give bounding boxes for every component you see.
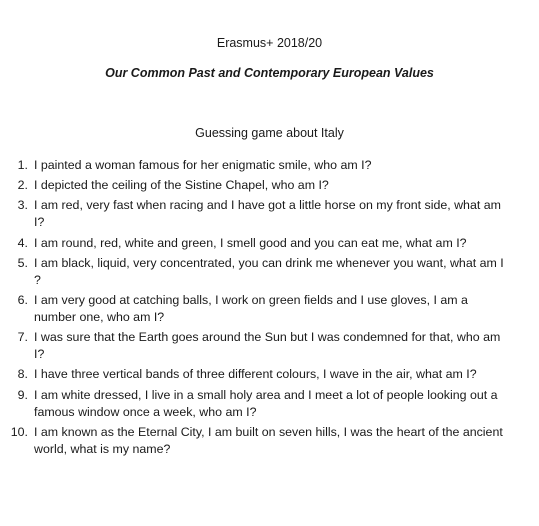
question-text: I depicted the ceiling of the Sistine Chapel, who am I?	[34, 178, 329, 193]
question-item	[0, 157, 539, 174]
question-item	[0, 255, 539, 289]
project-subtitle: Our Common Past and Contemporary European Values	[105, 66, 434, 80]
question-number: 3.	[17, 198, 28, 213]
question-item	[0, 366, 539, 383]
question-text: I am white dressed, I live in a small holy area and I meet a lot of people looking out a famous window once a week, who am I?	[34, 387, 498, 419]
question-number: 7.	[17, 330, 28, 345]
question-text: I was sure that the Earth goes around the Sun but I was condemned for that, who am I?	[34, 330, 501, 362]
question-item	[0, 292, 539, 326]
question-text: I am very good at catching balls, I work on green fields and I use gloves, I am a number one, who am I?	[34, 292, 468, 324]
question-item	[0, 197, 539, 231]
question-text: I am black, liquid, very concentrated, you can drink me whenever you want, what am I ?	[34, 255, 504, 287]
section-title: Guessing game about Italy	[195, 126, 344, 140]
question-text: I am round, red, white and green, I smell good and you can eat me, what am I?	[34, 235, 467, 250]
question-number: 9.	[17, 387, 28, 402]
question-number: 5.	[17, 255, 28, 270]
document-header: Erasmus+ 2018/20	[216, 36, 323, 50]
question-number: 2.	[17, 178, 28, 193]
question-item	[0, 329, 539, 363]
question-item	[0, 387, 539, 421]
question-list	[0, 157, 539, 461]
question-text: I painted a woman famous for her enigmatic smile, who am I?	[34, 158, 372, 172]
question-number: 1.	[17, 158, 28, 172]
question-text: I am red, very fast when racing and I have got a little horse on my front side, what am I?	[34, 198, 501, 230]
question-number: 10.	[10, 424, 28, 439]
question-number: 8.	[17, 367, 28, 382]
question-item	[0, 235, 539, 252]
question-number: 4.	[17, 235, 28, 250]
question-text: I am known as the Eternal City, I am built on seven hills, I was the heart of the ancient world, what is my name?	[34, 424, 503, 456]
question-item	[0, 424, 539, 458]
question-text: I have three vertical bands of three different colours, I wave in the air, what am I?	[34, 367, 477, 382]
question-item	[0, 177, 539, 194]
question-number: 6.	[17, 292, 28, 307]
